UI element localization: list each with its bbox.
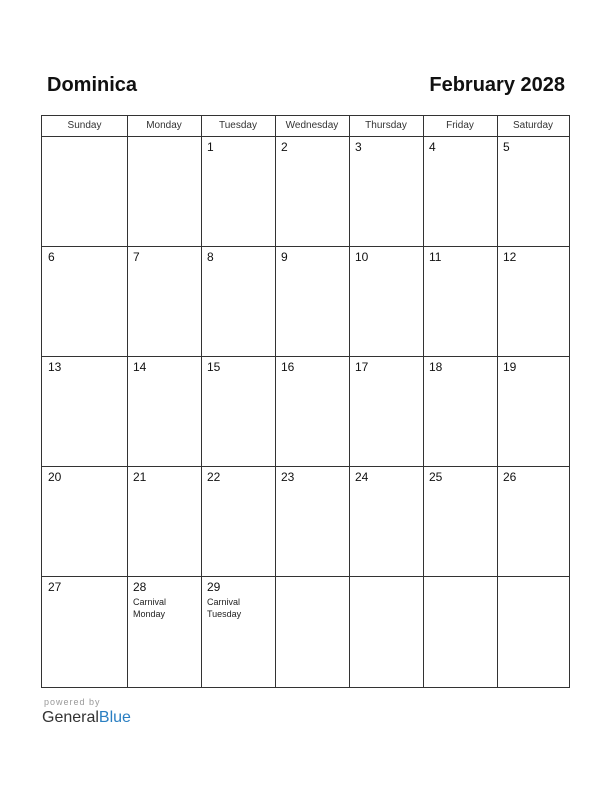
day-number: 28 [133, 580, 147, 594]
powered-by-text: powered by [44, 697, 101, 707]
day-cell[interactable] [424, 137, 497, 246]
day-number: 13 [48, 360, 62, 374]
day-number: 10 [355, 250, 369, 264]
country-title: Dominica [47, 74, 138, 96]
day-cell[interactable] [498, 577, 569, 686]
day-cell[interactable] [424, 577, 497, 686]
day-number: 27 [48, 580, 62, 594]
day-number: 8 [207, 250, 214, 264]
day-cell[interactable] [128, 357, 201, 466]
day-number: 15 [207, 360, 221, 374]
day-number: 18 [429, 360, 443, 374]
day-number: 20 [48, 470, 62, 484]
weekday-0: Sunday [67, 120, 102, 131]
holiday-label: Carnival Tuesday [207, 597, 242, 619]
day-number: 5 [503, 140, 510, 154]
day-number: 17 [355, 360, 369, 374]
day-cell[interactable] [350, 467, 423, 576]
day-cell[interactable] [498, 467, 569, 576]
day-number: 6 [48, 250, 55, 264]
month-year-title: February 2028 [429, 74, 565, 96]
day-cell[interactable] [43, 137, 127, 246]
day-cell[interactable] [43, 577, 127, 686]
footer-branding [42, 697, 172, 729]
day-number: 1 [207, 140, 214, 154]
day-cell[interactable] [424, 467, 497, 576]
day-cell[interactable] [276, 577, 349, 686]
day-cell[interactable] [498, 137, 569, 246]
day-cell[interactable] [498, 357, 569, 466]
day-cell[interactable] [350, 137, 423, 246]
day-number: 11 [429, 250, 442, 264]
day-cell[interactable] [424, 247, 497, 356]
brand-general-text: General [42, 709, 99, 726]
day-cell[interactable] [202, 577, 275, 686]
day-number: 23 [281, 470, 295, 484]
day-cell[interactable] [276, 357, 349, 466]
day-cell[interactable] [128, 137, 201, 246]
day-cell[interactable] [202, 137, 275, 246]
day-cell[interactable] [276, 137, 349, 246]
day-cell[interactable] [276, 467, 349, 576]
day-number: 26 [503, 470, 517, 484]
day-cell[interactable] [276, 247, 349, 356]
holiday-label: Carnival Monday [133, 597, 167, 619]
day-number: 24 [355, 470, 369, 484]
weekday-2: Tuesday [219, 120, 257, 131]
day-cell[interactable] [498, 247, 569, 356]
weekday-header-row [42, 116, 569, 137]
day-number: 3 [355, 140, 362, 154]
day-number: 12 [503, 250, 517, 264]
day-number: 25 [429, 470, 443, 484]
day-cell[interactable] [128, 577, 201, 686]
weekday-3: Wednesday [285, 120, 339, 131]
day-number: 16 [281, 360, 295, 374]
generalblue-logo[interactable] [42, 708, 131, 728]
calendar-header [47, 72, 565, 98]
day-cell[interactable] [350, 247, 423, 356]
day-cell[interactable] [350, 357, 423, 466]
day-number: 4 [429, 140, 436, 154]
weekday-5: Friday [446, 120, 474, 131]
day-cell[interactable] [202, 357, 275, 466]
day-number: 9 [281, 250, 288, 264]
day-number: 29 [207, 580, 221, 594]
brand-blue-text: Blue [98, 709, 131, 726]
day-cell[interactable] [424, 357, 497, 466]
weekday-6: Saturday [512, 120, 554, 131]
calendar-grid [41, 115, 570, 688]
day-cell[interactable] [128, 247, 201, 356]
day-number: 19 [503, 360, 517, 374]
day-cell[interactable] [43, 467, 127, 576]
weekday-1: Monday [146, 120, 182, 131]
day-number: 22 [207, 470, 221, 484]
day-number: 2 [281, 140, 288, 154]
day-cell[interactable] [202, 467, 275, 576]
day-number: 21 [133, 470, 147, 484]
day-number: 7 [133, 250, 140, 264]
day-cell[interactable] [43, 247, 127, 356]
day-cell[interactable] [350, 577, 423, 686]
weekday-4: Thursday [365, 120, 407, 131]
day-cell[interactable] [128, 467, 201, 576]
day-cell[interactable] [202, 247, 275, 356]
day-cell[interactable] [43, 357, 127, 466]
day-number: 14 [133, 360, 147, 374]
